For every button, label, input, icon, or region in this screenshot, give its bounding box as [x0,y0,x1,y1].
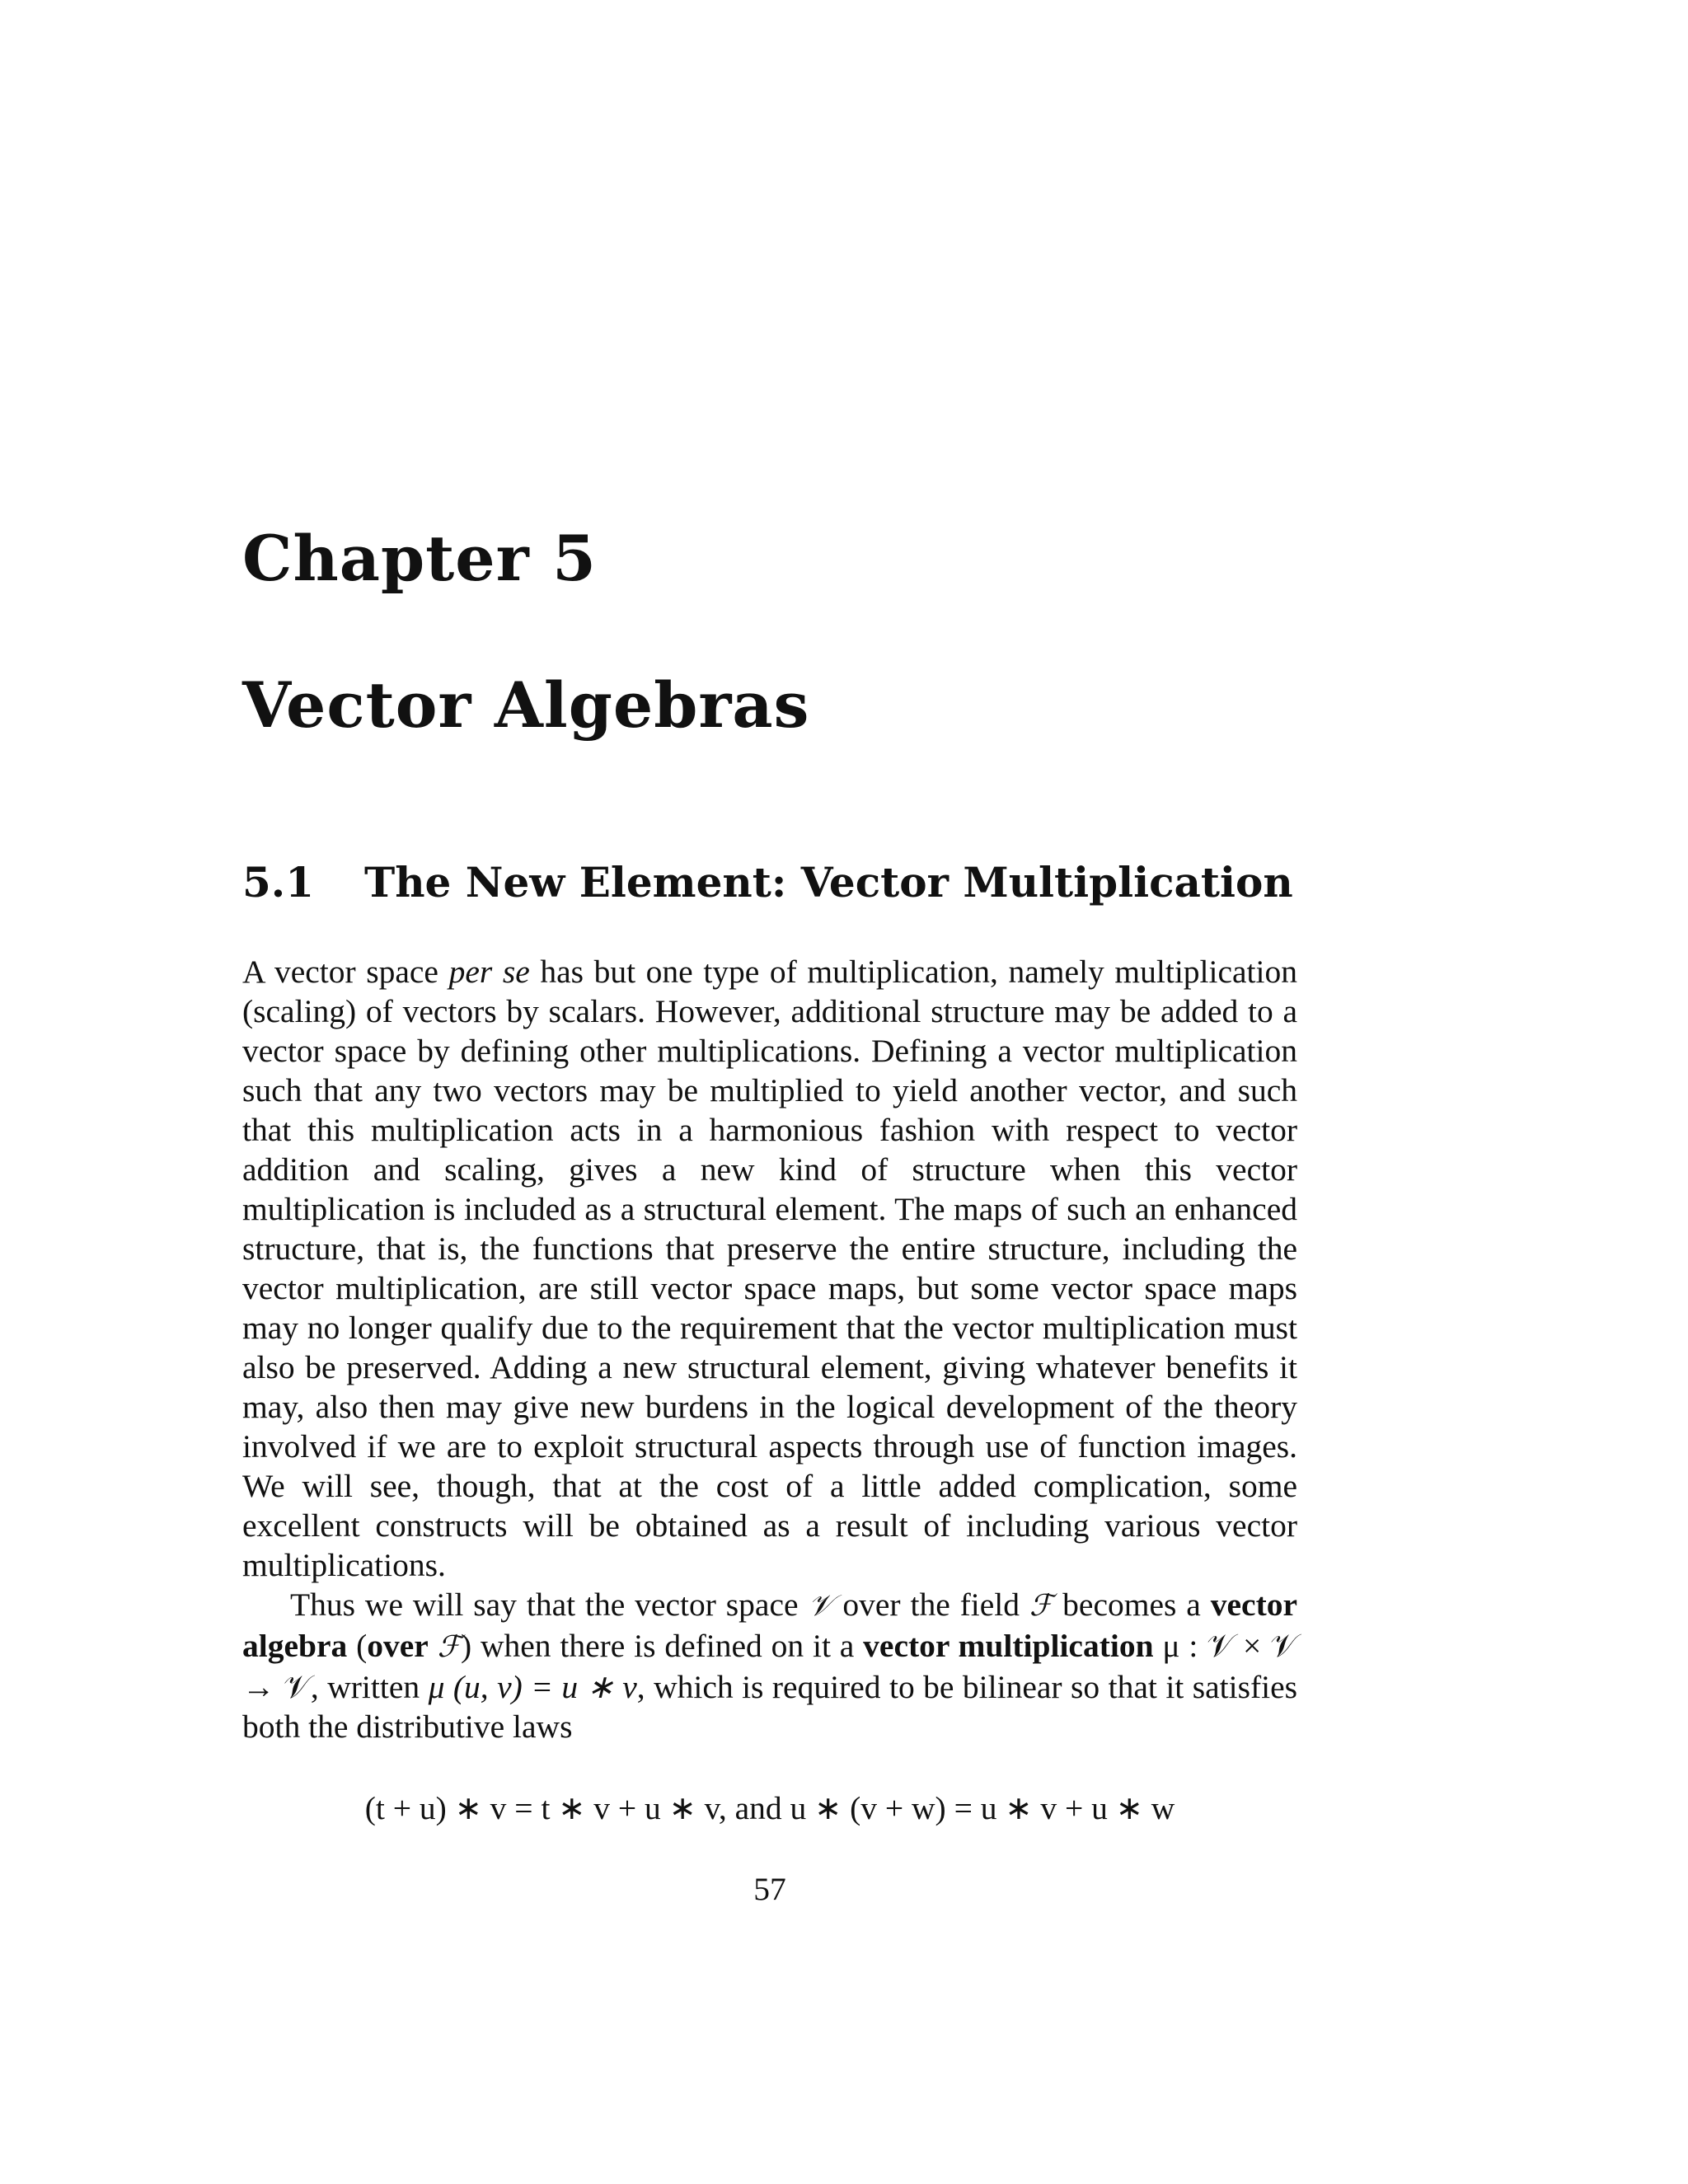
map-expression: μ : 𝒱 × 𝒱 → 𝒱, [242,1628,1298,1705]
chapter-title: Vector Algebras [242,668,810,742]
paragraph-1-italic: per se [448,954,530,990]
paragraph-2-text: , which is required to be bilinear so that it satisfies both the distributive laws [242,1669,1297,1745]
paragraph-2-text: ) when there is defined on it a [461,1628,864,1664]
paragraph-2 [242,1585,1297,1746]
paragraph-2-text: ( [347,1628,368,1664]
written-expression: μ (u, v) = u ∗ v [428,1669,637,1705]
paragraph-1-text-b: has but one type of multiplication, namely multiplication (scaling) of vectors by scalars. However, additional structure may be added to a vector space by defining other multiplications. Defining a vector multiplication such that any two vectors may be multiplied to yield another vector, and such that this multiplication acts in a harmonious fashion with respect to vector addition and scaling, gives a new kind of structure when this vector multiplication is included as a structural element. The maps of such an enhanced structure, that is, the functions that preserve the entire structure, including the vector multiplication, are still vector space maps, but some vector space maps may no longer qualify due to the requirement that the vector multiplication must also be preserved. Adding a new structural element, giving whatever benefits it may, also then may give new burdens in the logical development of the theory involved if we are to exploit structural aspects through use of function images. We will see, though, that at the cost of a little added complication, some excellent constructs will be obtained as a result of including various vector multiplications. [242,954,1297,1583]
chapter-label: Chapter 5 [242,522,597,595]
script-f-symbol: ℱ [1029,1589,1053,1623]
body-text [242,952,1297,1746]
paragraph-2-text: becomes a [1053,1586,1211,1623]
paragraph-1 [242,952,1297,1585]
equation-left: (t + u) ∗ v = t ∗ v + u ∗ v, [364,1790,727,1826]
section-number: 5.1 [242,858,314,907]
script-f-symbol: ℱ [437,1630,461,1664]
equation-right: u ∗ (v + w) = u ∗ v + u ∗ w [790,1790,1175,1826]
paragraph-2-text: Thus we will say that the vector space [290,1586,809,1623]
section-title: The New Element: Vector Multiplication [364,858,1293,907]
display-equation [242,1788,1297,1828]
term-vector-multiplication: vector multiplication [863,1628,1154,1664]
paragraph-1-text-a: A vector space [242,954,449,990]
section-heading [242,858,1297,907]
page-number: 57 [753,1871,786,1907]
paragraph-2-text [429,1628,438,1664]
paragraph-2-text: over the field [832,1586,1029,1623]
term-vector-algebra: vector algebra [242,1586,1298,1664]
script-v-symbol: 𝒱 [808,1589,833,1623]
term-over: over [367,1628,429,1664]
equation-connector: and [726,1790,790,1826]
paragraph-2-text: written [318,1669,429,1705]
